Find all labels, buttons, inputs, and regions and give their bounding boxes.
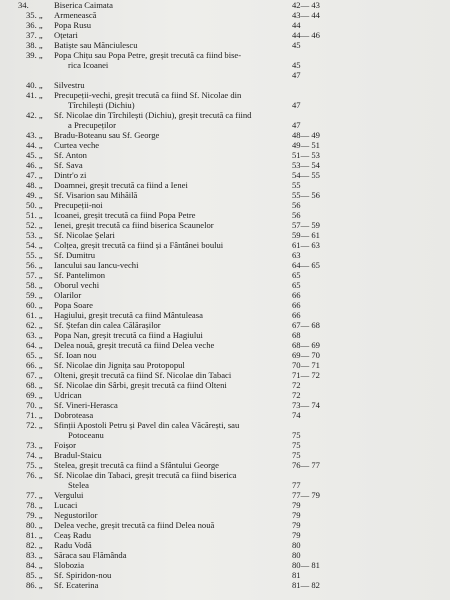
toc-entry	[18, 50, 338, 70]
toc-entry	[18, 570, 338, 580]
entry-title-line: Sf. Anton	[54, 150, 87, 160]
entry-page-range: 43— 44	[292, 10, 320, 20]
entry-title	[54, 460, 219, 470]
entry-number: 47. „	[26, 170, 43, 180]
entry-title-line: Sf. Nicolae Șelari	[54, 230, 115, 240]
entry-title-line: Negustorilor	[54, 510, 98, 520]
entry-title-line: Batiște sau Mănciulescu	[54, 40, 138, 50]
toc-entry	[18, 420, 338, 440]
entry-page-range: 56	[292, 210, 301, 220]
entry-title-line: Ienei, greșit trecută ca fiind biserica Scaunelor	[54, 220, 214, 230]
entry-title-line: Oțetari	[54, 30, 78, 40]
toc-entry	[18, 150, 338, 160]
entry-number: 55. „	[26, 250, 43, 260]
entry-title-line: Sf. Ecaterina	[54, 580, 99, 590]
entry-number: 42. „	[26, 110, 43, 120]
entry-title-line: Iancului sau Iancu-vechi	[54, 260, 139, 270]
entry-title-continuation: Potoceanu	[68, 430, 104, 440]
toc-entry	[18, 350, 338, 360]
toc-entry	[18, 400, 338, 410]
entry-number: 52. „	[26, 220, 43, 230]
entry-title-line: Popa Chițu sau Popa Petre, greșit trecută ca fiind bise-	[54, 50, 242, 60]
entry-title-line: Olarilor	[54, 290, 82, 300]
toc-entry	[18, 520, 338, 530]
entry-number: 38. „	[26, 40, 43, 50]
toc-entry	[18, 240, 338, 250]
toc-entry	[18, 300, 338, 310]
entry-number: 81. „	[26, 530, 43, 540]
entry-page-range: 63	[292, 250, 301, 260]
entry-number: 72. „	[26, 420, 43, 430]
entry-page-range: 73— 74	[292, 400, 320, 410]
entry-title	[54, 500, 77, 510]
toc-entry	[18, 510, 338, 520]
toc-entry	[18, 200, 338, 210]
toc-entry	[18, 500, 338, 510]
entry-page-range: 79	[292, 510, 301, 520]
entry-title-line: Bradu-Boteanu sau Sf. George	[54, 130, 160, 140]
entry-title	[54, 530, 91, 540]
toc-entry	[18, 540, 338, 550]
entry-title	[54, 130, 159, 140]
entry-title	[54, 360, 185, 370]
entry-title	[54, 400, 118, 410]
entry-title-line: Bradul-Staicu	[54, 450, 102, 460]
entry-title-continuation: a Precupeților	[68, 120, 116, 130]
entry-title-line: Popa Nan, greșit trecută ca fiind a Hagiului	[54, 330, 203, 340]
entry-page-range: 45	[292, 40, 301, 50]
entry-title-line: Radu Vodă	[54, 540, 92, 550]
entry-title-line: Săraca sau Flămânda	[54, 550, 127, 560]
entry-title-line: Sf. Nicolae din Tabaci, greșit trecută ca fiind biserica	[54, 470, 237, 480]
entry-title	[54, 510, 97, 520]
entry-number: 57. „	[26, 270, 43, 280]
entry-page-range: 80	[292, 550, 301, 560]
entry-title	[54, 80, 85, 90]
entry-page-range: 64— 65	[292, 260, 320, 270]
entry-title-line: Popa Rusu	[54, 20, 92, 30]
entry-number: 77. „	[26, 490, 43, 500]
entry-title-line: Sf. Vineri-Herasca	[54, 400, 118, 410]
toc-entry	[18, 440, 338, 450]
entry-title	[54, 10, 96, 20]
toc-entry	[18, 80, 338, 90]
entry-page-range: 79	[292, 520, 301, 530]
toc-entry	[18, 20, 338, 30]
entry-title	[54, 340, 214, 350]
entry-title-line: Stelea, greșit trecută ca fiind a Sfântului George	[54, 460, 219, 470]
entry-title-line: Sloboziа	[54, 560, 85, 570]
entry-number: 45. „	[26, 150, 43, 160]
toc-entry	[18, 390, 338, 400]
entry-title-line: Sf. Spiridon-nou	[54, 570, 112, 580]
entry-title	[54, 420, 239, 440]
entry-title-line: Popa Soare	[54, 300, 93, 310]
entry-title	[54, 240, 223, 250]
entry-number: 69. „	[26, 390, 43, 400]
toc-entry	[18, 140, 338, 150]
entry-title	[54, 490, 83, 500]
toc-entry	[18, 160, 338, 170]
entry-page-range: 68— 69	[292, 340, 320, 350]
entry-number: 44. „	[26, 140, 43, 150]
entry-number: 85. „	[26, 570, 43, 580]
entry-page-range: 59— 61	[292, 230, 320, 240]
entry-title	[54, 270, 105, 280]
toc-entry	[18, 190, 338, 200]
entry-page-range: 49— 51	[292, 140, 320, 150]
entry-number: 64. „	[26, 340, 43, 350]
entry-number: 41. „	[26, 90, 43, 100]
entry-title-line: Vergului	[54, 490, 84, 500]
entry-title-line: Sf. Nicolae din Sârbi, greșit trecută ca fiind Olteni	[54, 380, 227, 390]
entry-title	[54, 410, 93, 420]
entry-title	[54, 440, 76, 450]
entry-number: 56. „	[26, 260, 43, 270]
entry-title	[54, 390, 82, 400]
entry-title-line: Olteni, greșit trecută ca fiind Sf. Nicolae din Tabaci	[54, 370, 232, 380]
entry-number: 70. „	[26, 400, 43, 410]
entry-page-range: 81— 82	[292, 580, 320, 590]
entry-title	[54, 570, 111, 580]
entry-number: 39. „	[26, 50, 43, 60]
entry-page-range: 75	[292, 450, 301, 460]
entry-page-range: 53— 54	[292, 160, 320, 170]
entry-title	[54, 350, 96, 360]
entry-page-range: 67— 68	[292, 320, 320, 330]
entry-title	[54, 300, 93, 310]
entry-title-line: Sf. Sava	[54, 160, 83, 170]
entry-title	[54, 310, 203, 320]
table-of-contents	[18, 0, 338, 590]
entry-title-line: Sf. Visarion sau Mihăilă	[54, 190, 138, 200]
entry-title-continuation: rica Icoanei	[68, 60, 109, 70]
entry-page-range: 77— 79	[292, 490, 320, 500]
toc-entry	[18, 370, 338, 380]
entry-title-continuation: Stelea	[68, 480, 89, 490]
entry-page-range: 72	[292, 380, 301, 390]
entry-number: 63. „	[26, 330, 43, 340]
toc-entry	[18, 550, 338, 560]
entry-title-line: Sf. Dumitru	[54, 250, 96, 260]
entry-page-range: 48— 49	[292, 130, 320, 140]
entry-title-line: Sfinții Apostoli Petru și Pavel din calea Văcărești, sau	[54, 420, 240, 430]
entry-title-line: Dintr'o zi	[54, 170, 87, 180]
entry-page-range: 69— 70	[292, 350, 320, 360]
entry-page-range: 72	[292, 390, 301, 400]
entry-title	[54, 190, 137, 200]
entry-number: 62. „	[26, 320, 43, 330]
entry-page-range: 51— 53	[292, 150, 320, 160]
toc-entry	[18, 70, 338, 80]
entry-number: 65. „	[26, 350, 43, 360]
toc-entry	[18, 470, 338, 490]
entry-title	[54, 550, 127, 560]
entry-title	[54, 210, 196, 220]
toc-entry	[18, 320, 338, 330]
entry-page-range: 74	[292, 410, 301, 420]
entry-number: 54. „	[26, 240, 43, 250]
entry-page-range: 42— 43	[292, 0, 320, 10]
entry-page-range: 65	[292, 280, 301, 290]
entry-title	[54, 320, 161, 330]
toc-entry	[18, 110, 338, 130]
entry-title	[54, 200, 103, 210]
entry-title-line: Sf. Nicolae din Jignița sau Protopopul	[54, 360, 185, 370]
entry-number: 79. „	[26, 510, 43, 520]
entry-title	[54, 230, 115, 240]
entry-page-range: 76— 77	[292, 460, 320, 470]
toc-entry	[18, 250, 338, 260]
entry-page-range: 71— 72	[292, 370, 320, 380]
entry-number: 84. „	[26, 560, 43, 570]
entry-title-continuation: Tîrchilești (Dichiu)	[68, 100, 135, 110]
toc-entry	[18, 460, 338, 470]
entry-number: 71. „	[26, 410, 43, 420]
toc-entry	[18, 10, 338, 20]
entry-title-line: Curtea veche	[54, 140, 100, 150]
entry-page-range: 61— 63	[292, 240, 320, 250]
entry-page-range: 44	[292, 20, 301, 30]
entry-number: 59. „	[26, 290, 43, 300]
entry-page-range: 55	[292, 180, 301, 190]
entry-number: 34.	[18, 0, 29, 10]
entry-title-line: Hagiului, greșit trecută ca fiind Mântuleasa	[54, 310, 203, 320]
entry-page-range: 79	[292, 500, 301, 510]
entry-page-range: 55— 56	[292, 190, 320, 200]
entry-number: 74. „	[26, 450, 43, 460]
entry-title-line: Sf. Nicolae din Tîrchilești (Dichiu), greșit trecută ca fiind	[54, 110, 252, 120]
entry-title	[54, 370, 231, 380]
entry-number: 60. „	[26, 300, 43, 310]
entry-title-line: Lucaci	[54, 500, 78, 510]
entry-page-range: 47	[292, 120, 301, 130]
entry-title	[54, 280, 99, 290]
entry-page-range: 68	[292, 330, 301, 340]
entry-page-range: 77	[292, 480, 301, 490]
entry-title	[54, 220, 214, 230]
entry-page-range: 80— 81	[292, 560, 320, 570]
entry-title	[54, 470, 237, 490]
entry-number: 36. „	[26, 20, 43, 30]
entry-number: 46. „	[26, 160, 43, 170]
entry-page-range: 44— 46	[292, 30, 320, 40]
toc-entry	[18, 290, 338, 300]
entry-page-range: 66	[292, 300, 301, 310]
entry-title-line: Sf. Pantelimon	[54, 270, 106, 280]
entry-title	[54, 260, 138, 270]
entry-number: 37. „	[26, 30, 43, 40]
entry-title-line: Doamnei, greșit trecută ca fiind a Ienei	[54, 180, 188, 190]
entry-title	[54, 560, 84, 570]
entry-number: 35. „	[26, 10, 43, 20]
entry-page-range: 79	[292, 530, 301, 540]
toc-entry	[18, 450, 338, 460]
toc-entry	[18, 310, 338, 320]
toc-entry	[18, 210, 338, 220]
entry-number: 51. „	[26, 210, 43, 220]
entry-title	[54, 50, 241, 70]
entry-title	[54, 380, 227, 390]
entry-title	[54, 160, 83, 170]
toc-entry	[18, 220, 338, 230]
entry-number: 50. „	[26, 200, 43, 210]
entry-title	[54, 170, 86, 180]
entry-title	[54, 90, 241, 110]
entry-number: 49. „	[26, 190, 43, 200]
toc-entry	[18, 230, 338, 240]
entry-page-range: 70— 71	[292, 360, 320, 370]
toc-entry	[18, 170, 338, 180]
entry-page-range: 47	[292, 100, 301, 110]
entry-number: 75. „	[26, 460, 43, 470]
entry-page-range: 81	[292, 570, 301, 580]
toc-entry	[18, 340, 338, 350]
entry-number: 73. „	[26, 440, 43, 450]
entry-number: 68. „	[26, 380, 43, 390]
entry-number: 61. „	[26, 310, 43, 320]
entry-title-line: Sf. Ioan nou	[54, 350, 97, 360]
entry-title	[54, 0, 113, 10]
entry-number: 83. „	[26, 550, 43, 560]
toc-entry	[18, 410, 338, 420]
entry-number: 82. „	[26, 540, 43, 550]
entry-number: 43. „	[26, 130, 43, 140]
entry-title-line: Precupeții-noi	[54, 200, 103, 210]
entry-title	[54, 450, 102, 460]
toc-entry	[18, 330, 338, 340]
entry-title	[54, 20, 91, 30]
entry-title	[54, 520, 214, 530]
entry-page-range: 47	[292, 70, 301, 80]
entry-title-line: Oborul vechi	[54, 280, 100, 290]
entry-title	[54, 140, 99, 150]
entry-number: 86. „	[26, 580, 43, 590]
toc-entry	[18, 580, 338, 590]
entry-page-range: 75	[292, 440, 301, 450]
entry-page-range: 66	[292, 290, 301, 300]
entry-title-line: Biserica Caimata	[54, 0, 113, 10]
entry-title-line: Precupeții-vechi, greșit trecută ca fiind Sf. Nicolae din	[54, 90, 242, 100]
entry-title-line: Dobroteasa	[54, 410, 94, 420]
entry-title	[54, 330, 203, 340]
entry-title	[54, 150, 87, 160]
toc-entry	[18, 490, 338, 500]
toc-entry	[18, 530, 338, 540]
toc-entry	[18, 30, 338, 40]
entry-title-line: Udrican	[54, 390, 82, 400]
entry-number: 53. „	[26, 230, 43, 240]
toc-entry	[18, 360, 338, 370]
entry-title-line: Ceaș Radu	[54, 530, 91, 540]
toc-entry	[18, 380, 338, 390]
entry-title	[54, 540, 92, 550]
entry-title-line: Foișor	[54, 440, 76, 450]
entry-title	[54, 40, 138, 50]
entry-number: 80. „	[26, 520, 43, 530]
entry-page-range: 75	[292, 430, 301, 440]
entry-title	[54, 180, 188, 190]
entry-title	[54, 580, 98, 590]
entry-title-line: Armenească	[54, 10, 97, 20]
entry-title	[54, 110, 251, 130]
entry-number: 48. „	[26, 180, 43, 190]
entry-title-line: Delea nouă, greșit trecută ca fiind Delea veche	[54, 340, 215, 350]
entry-title-line: Silvestru	[54, 80, 85, 90]
entry-title	[54, 30, 78, 40]
toc-entry	[18, 180, 338, 190]
entry-page-range: 57— 59	[292, 220, 320, 230]
toc-entry	[18, 90, 338, 110]
toc-entry	[18, 260, 338, 270]
entry-page-range: 45	[292, 60, 301, 70]
entry-title	[54, 290, 81, 300]
entry-page-range: 66	[292, 310, 301, 320]
entry-title-line: Colțea, greșit trecută ca fiind și a Fântânei boului	[54, 240, 224, 250]
entry-number: 58. „	[26, 280, 43, 290]
entry-title-line: Sf. Ștefan din calea Călărașilor	[54, 320, 161, 330]
toc-entry	[18, 270, 338, 280]
entry-title-line: Delea veche, greșit trecută ca fiind Delea nouă	[54, 520, 215, 530]
toc-entry	[18, 560, 338, 570]
entry-number: 76. „	[26, 470, 43, 480]
entry-page-range: 54— 55	[292, 170, 320, 180]
entry-page-range: 80	[292, 540, 301, 550]
toc-entry	[18, 280, 338, 290]
entry-page-range: 65	[292, 270, 301, 280]
entry-number: 40. „	[26, 80, 43, 90]
entry-number: 78. „	[26, 500, 43, 510]
entry-number: 67. „	[26, 370, 43, 380]
entry-number: 66. „	[26, 360, 43, 370]
entry-page-range: 56	[292, 200, 301, 210]
entry-title-line: Icoanei, greșit trecută ca fiind Popa Petre	[54, 210, 196, 220]
entry-title	[54, 250, 95, 260]
toc-entry	[18, 0, 338, 10]
toc-entry	[18, 130, 338, 140]
toc-entry	[18, 40, 338, 50]
